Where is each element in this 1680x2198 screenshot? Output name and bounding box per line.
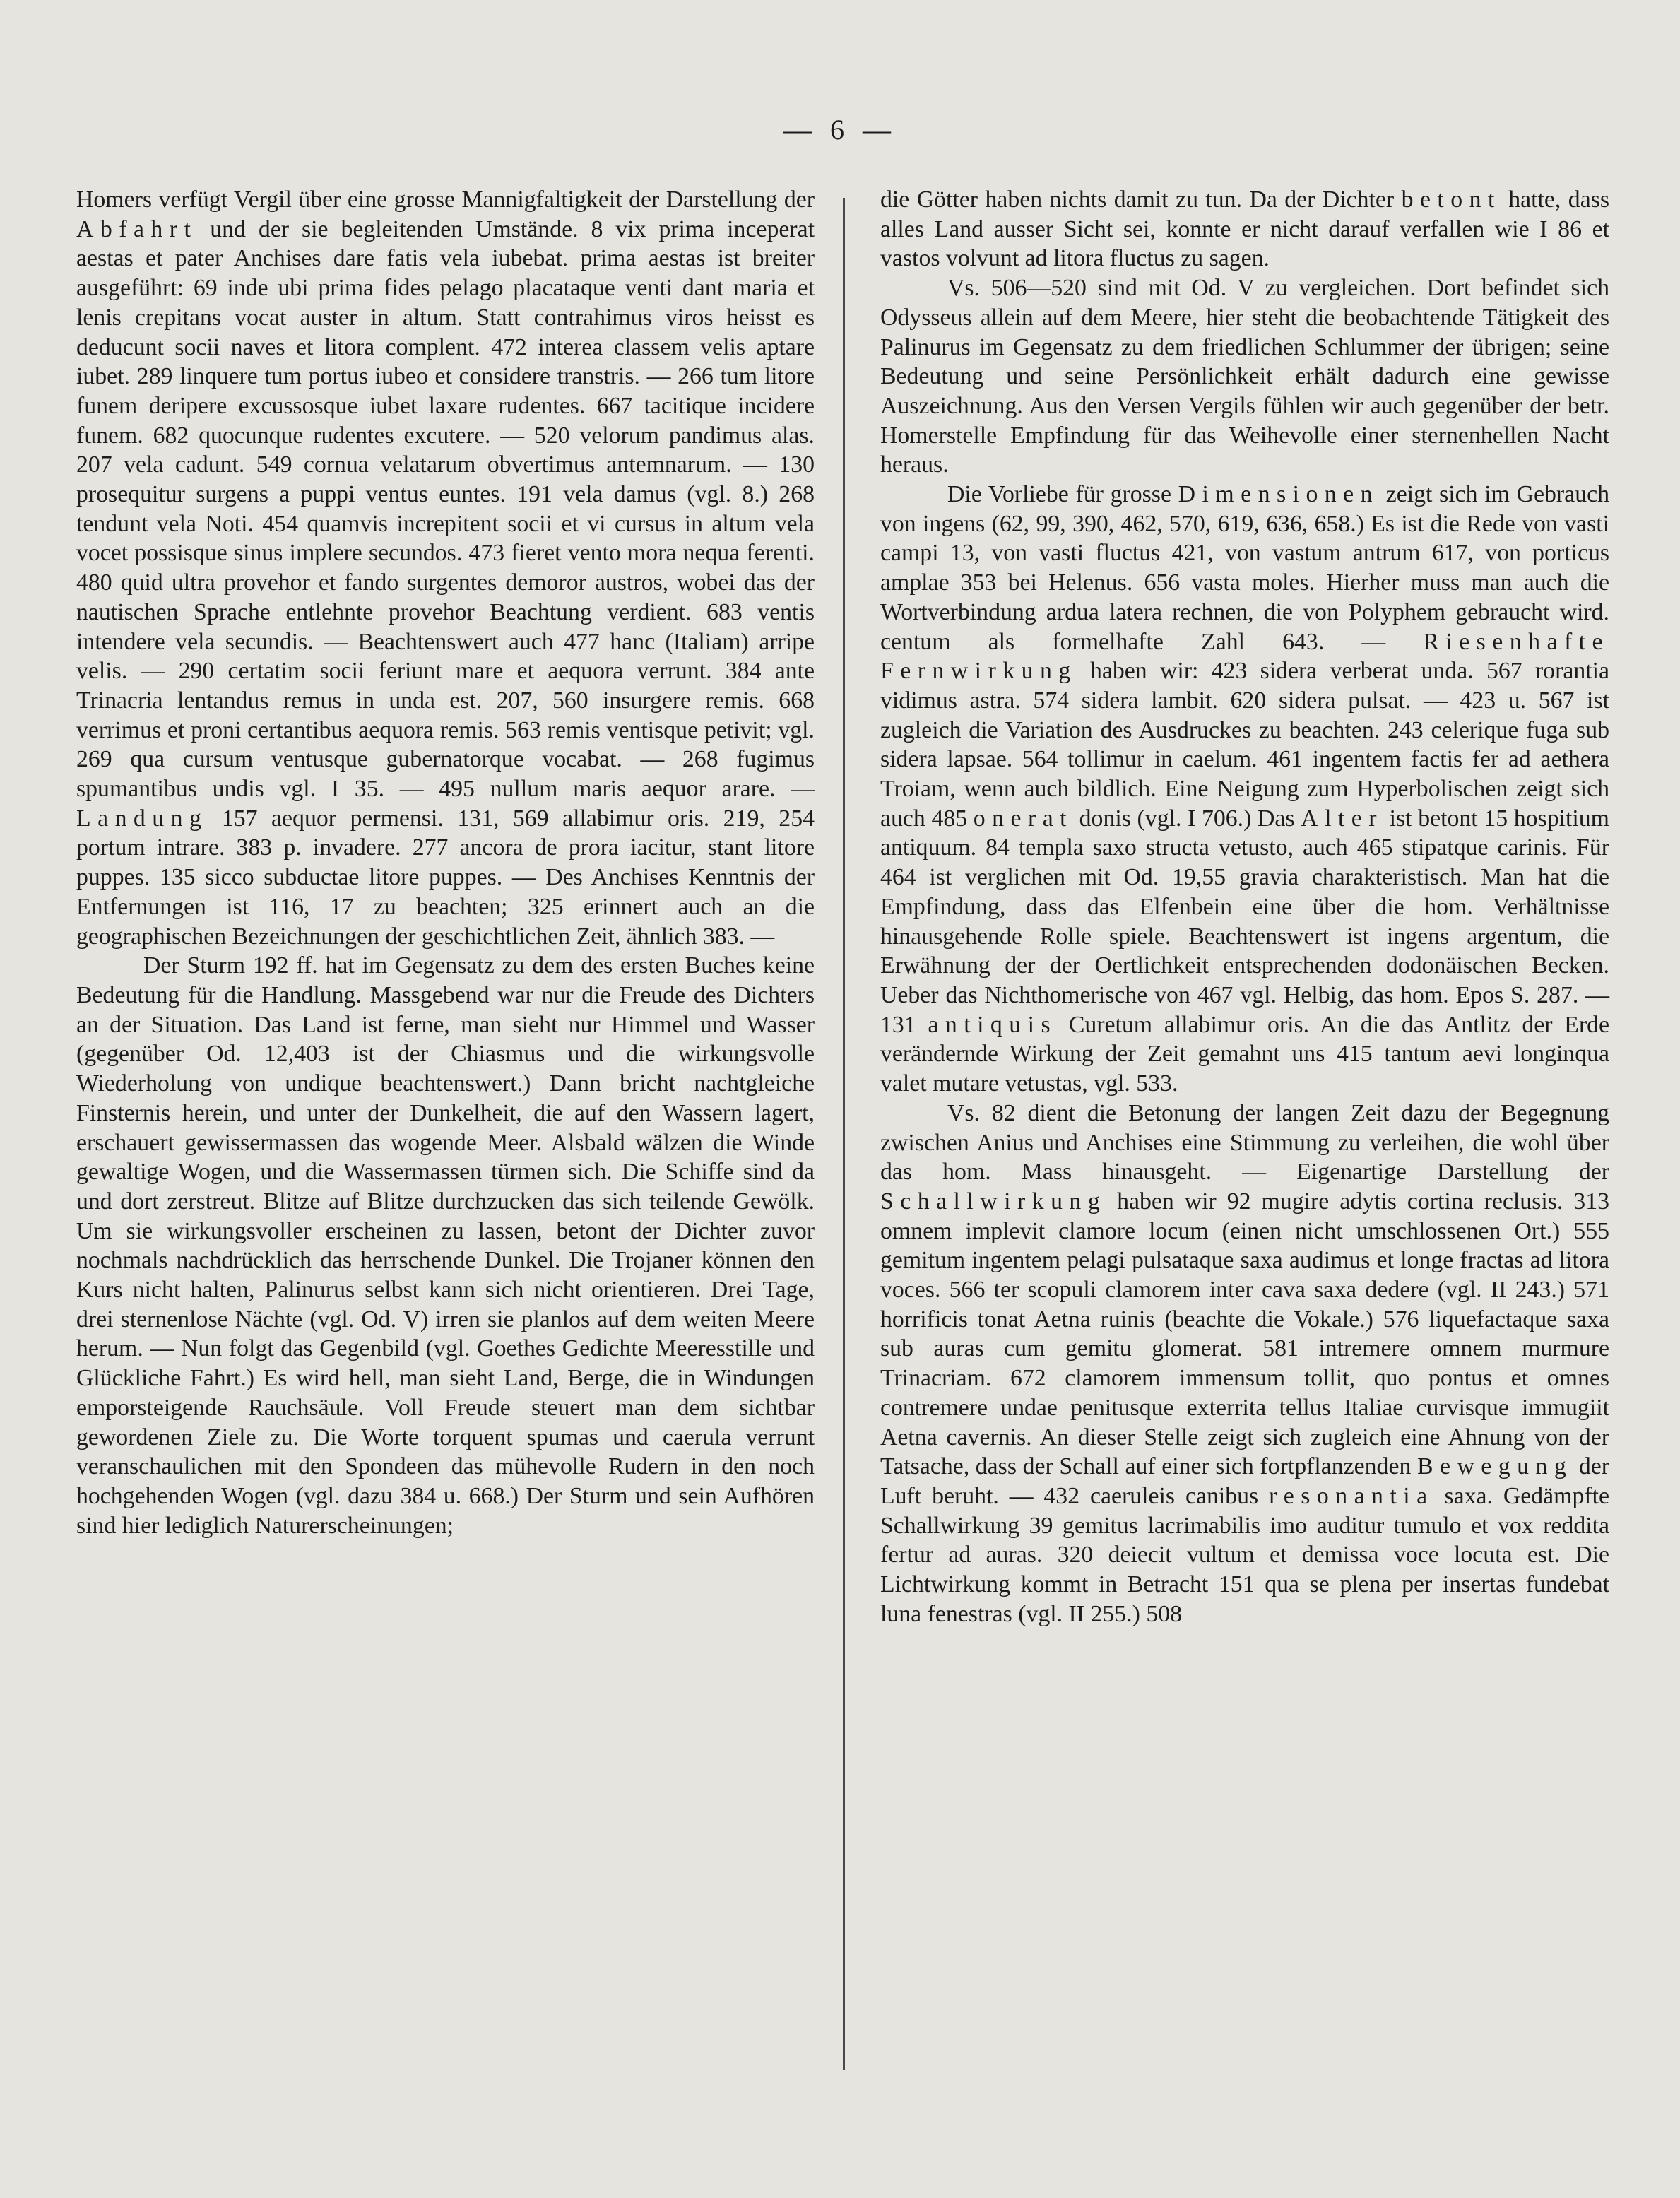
emphasized-text: Dimensionen: [1178, 481, 1379, 508]
text-run: 157 aequor permensi. 131, 569 allabimur oris. 219, 254 portum intrare. 383 p. invadere. 277 ancora de prora iacitur, stant litore puppes. 135 sicco subductae litore puppes. — Des Anchises Kenntnis der Entfernungen ist 116, 17 zu beachten; 325 erinnert auch an die geographischen Bezeichnungen der geschichtlichen Zeit, ähnlich 383. —: [76, 805, 815, 950]
right-column: [880, 185, 1609, 1629]
emphasized-text: Abfahrt: [76, 215, 198, 242]
paragraph: [880, 273, 1609, 480]
page-number: — 6 —: [783, 114, 897, 146]
text-run: haben wir 92 mugire adytis cortina reclusis. 313 omnem implevit clamore locum (einen nicht umschlossenen Ort.) 555 gemitum ingentem pelagi pulsataque saxa audimus et longe fractas ad litora voces. 566 ter scopuli clamorem inter cava saxa dedere (vgl. II 243.) 571 horrificis tonat Aetna ruinis (beachte die Vokale.) 576 liquefactaque saxa sub auras cum gemitu glomerat. 581 intremere omnem murmure Trinacriam. 672 clamorem immensum tollit, quo pontus et omnes contremere undae penitusque exterrita tellus Italiae curvisque immugiit Aetna cavernis. An dieser Stelle zeigt sich zugleich eine Ahnung von der Tatsache, dass der Schall auf einer sich fortpflanzenden: [880, 1188, 1609, 1480]
text-run: zeigt sich im Gebrauch von ingens (62, 99, 390, 462, 570, 619, 636, 658.) Es ist die Rede von vasti campi 13, von vasti fluctus 421, von vastum antrum 617, von porticus amplae 353 bei Helenus. 656 vasta moles. Hierher muss man auch die Wortverbindung ardua latera rechnen, die von Polyphem gebraucht wird. centum als formelhafte Zahl 643. —: [880, 481, 1609, 655]
text-run: hatte, dass alles Land ausser Sicht sei, konnte er nicht darauf verfallen wie I 86 et vastos volvunt ad litora fluctus zu sagen.: [880, 187, 1609, 272]
paragraph: [76, 185, 815, 951]
emphasized-text: Schallwirkung: [880, 1188, 1107, 1215]
paragraph: [76, 951, 815, 1540]
text-run: Die Vorliebe für grosse: [947, 481, 1178, 508]
emphasized-text: onerat: [973, 805, 1074, 832]
text-run: Vs. 506—520 sind mit Od. V zu vergleichen. Dort befindet sich Odysseus allein auf dem Meere, hier steht die beobachtende Tätigkeit des Palinurus im Gegensatz zu dem friedlichen Schlummer der übrigen; seine Bedeutung und seine Persönlichkeit erhält dadurch eine gewisse Auszeichnung. Aus den Versen Vergils fühlen wir auch gegenüber der betr. Homerstelle Empfindung für das Weihevolle einer sternenhellen Nacht heraus.: [880, 275, 1609, 478]
emphasized-text: Alter: [1301, 805, 1383, 832]
emphasized-text: antiquis: [928, 1011, 1058, 1038]
text-run: der Luft beruht. — 432 caeruleis canibus: [880, 1453, 1609, 1509]
text-run: donis (vgl. I 706.) Das: [1073, 805, 1301, 832]
column-divider: [843, 198, 845, 2070]
emphasized-text: Bewegung: [1416, 1453, 1573, 1480]
emphasized-text: resonantia: [1269, 1482, 1434, 1509]
text-run: haben wir: 423 sidera verberat unda. 567 rorantia vidimus astra. 574 sidera lambit. 620 sidera pulsat. — 423 u. 567 ist zugleich die Variation des Ausdruckes zu beachten. 243 celerique fuga sub sidera lapsae. 564 tollimur in caelum. 461 ingentem factis fer ad aethera Troiam, wenn auch bildlich. Eine Neigung zum Hyperbolischen zeigt sich auch 485: [880, 658, 1609, 832]
paragraph: [880, 185, 1609, 273]
text-run: die Götter haben nichts damit zu tun. Da der Dichter: [880, 187, 1402, 213]
paragraph: [880, 1099, 1609, 1629]
text-run: Curetum allabimur oris. An die das Antlitz der Erde verändernde Wirkung der Zeit gemahnt uns 415 tantum aevi longinqua valet mutare vetustas, vgl. 533.: [880, 1011, 1609, 1097]
emphasized-text: betont: [1401, 187, 1501, 213]
left-column: [76, 185, 815, 1540]
text-run: saxa. Gedämpfte Schallwirkung 39 gemitus lacrimabilis imo auditur tumulo et vox reddita fertur ad auras. 320 deiecit vultum et demissa voce locuta est. Die Lichtwirkung kommt in Betracht 151 qua se plena per insertas fundebat luna fenestras (vgl. II 255.) 508: [880, 1482, 1609, 1627]
paragraph: [880, 480, 1609, 1099]
emphasized-text: Riesenhafte Fernwirkung: [880, 628, 1609, 685]
text-run: Der Sturm 192 ff. hat im Gegensatz zu dem des ersten Buches keine Bedeutung für die Handlung. Massgebend war nur die Freude des Dichters an der Situation. Das Land ist ferne, man sieht nur Himmel und Wasser (gegenüber Od. 12,403 ist der Chiasmus und die wirkungsvolle Wiederholung von undique beachtenswert.) Dann bricht nachtgleiche Finsternis herein, und unter der Dunkelheit, die auf den Wassern lagert, erschauert gewissermassen das wogende Meer. Alsbald wälzen die Winde gewaltige Wogen, und die Wassermassen türmen sich. Die Schiffe sind da und dort zerstreut. Blitze auf Blitze durchzucken das sich teilende Gewölk. Um sie wirkungsvoller erscheinen zu lassen, betont der Dichter zuvor nochmals nachdrücklich das herrschende Dunkel. Die Trojaner können den Kurs nicht halten, Palinurus selbst kann sich nicht orientieren. Drei Tage, drei sternenlose Nächte (vgl. Od. V) irren sie planlos auf dem weiten Meere herum. — Nun folgt das Gegenbild (vgl. Goethes Gedichte Meeresstille und Glückliche Fahrt.) Es wird hell, man sieht Land, Berge, die in Windungen emporsteigende Rauchsäule. Voll Freude steuert man dem sichtbar gewordenen Ziele zu. Die Worte torquent spumas und caerula verrunt veranschaulichen mit den Spondeen das mühevolle Rudern in den noch hochgehenden Wogen (vgl. dazu 384 u. 668.) Der Sturm und sein Aufhören sind hier lediglich Naturerscheinungen;: [76, 952, 815, 1539]
emphasized-text: Landung: [76, 805, 208, 832]
text-run: Vs. 82 dient die Betonung der langen Zeit dazu der Begegnung zwischen Anius und Anchises eine Stimmung zu verleihen, die wohl über das hom. Mass hinausgeht. — Eigenartige Darstellung der: [880, 1099, 1609, 1186]
text-run: Homers verfügt Vergil über eine grosse Mannigfaltigkeit der Darstellung der: [76, 187, 815, 213]
text-run: ist betont 15 hospitium antiquum. 84 templa saxo structa vetusto, auch 465 stipatque carinis. Für 464 ist verglichen mit Od. 19,55 gravia charakteristisch. Man hat die Empfindung, dass das Elfenbein eine über die hom. Verhältnisse hinausgehende Rolle spiele. Beachtenswert ist ingens argentum, die Erwähnung der der Oertlichkeit entsprechenden dodonäischen Becken. Ueber das Nichthomerische von 467 vgl. Helbig, das hom. Epos S. 287. — 131: [880, 805, 1609, 1038]
text-run: und der sie begleitenden Umstände. 8 vix prima inceperat aestas et pater Anchises dare fatis vela iubebat. prima aestas ist breiter ausgeführt: 69 inde ubi prima fides pelago placataque venti dant maria et lenis crepitans vocat auster in altum. Statt contrahimus viros heisst es deducunt socii naves et litora complent. 472 interea classem velis aptare iubet. 289 linquere tum portus iubeo et considere transtris. — 266 tum litore funem deripere excussosque iubet laxare rudentes. 667 tacitique incidere funem. 682 quocunque rudentes excutere. — 520 velorum pandimus alas. 207 vela cadunt. 549 cornua velatarum obvertimus antemnarum. — 130 prosequitur surgens a puppi ventus euntes. 191 vela damus (vgl. 8.) 268 tendunt vela Noti. 454 quamvis increpitent socii et vi cursus in altum vela vocet possisque sinus implere secundos. 473 fieret vento mora nequa ferenti. 480 quid ultra provehor et fando surgentes demoror austros, wobei das der nautischen Sprache entlehnte provehor Beachtung verdient. 683 ventis intendere vela secundis. — Beachtenswert auch 477 hanc (Italiam) arripe velis. — 290 certatim socii feriunt mare et aequora verrunt. 384 ante Trinacria lentandus remus in unda est. 207, 560 insurgere remis. 668 verrimus et proni certantibus aequora remis. 563 remis ventisque petivit; vgl. 269 qua cursum ventusque gubernatorque vocabat. — 268 fugimus spumantibus undis vgl. I 35. — 495 nullum maris aequor arare. —: [76, 215, 815, 803]
